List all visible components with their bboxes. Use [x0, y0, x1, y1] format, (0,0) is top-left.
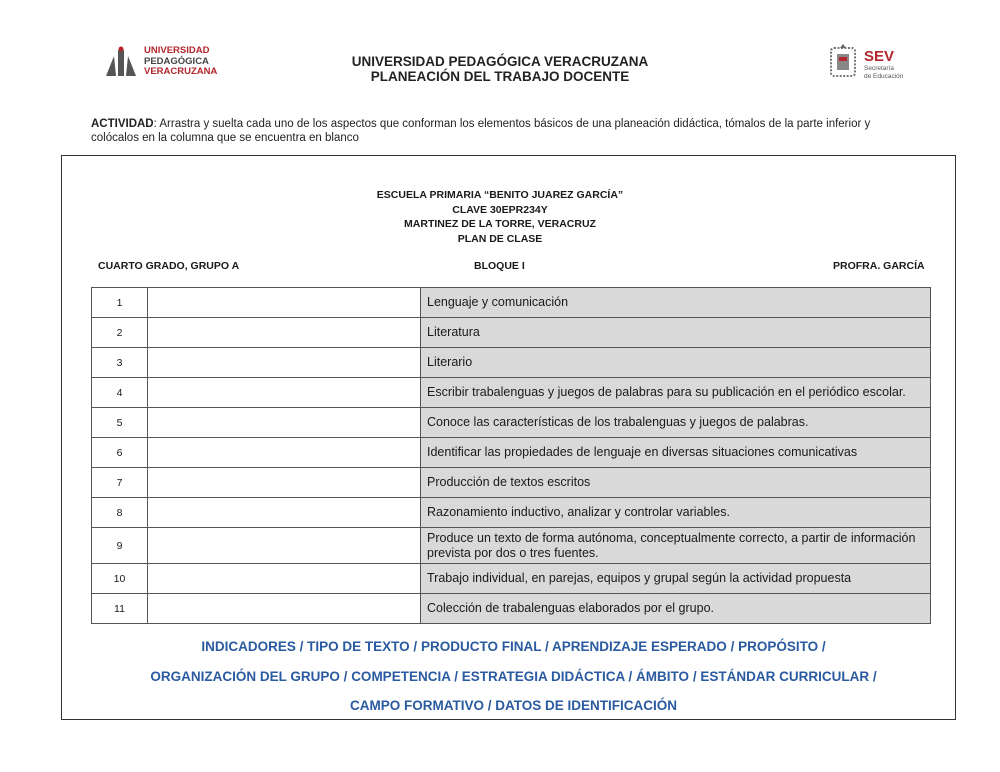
- row-content: Identificar las propiedades de lenguaje en diversas situaciones comunicativas: [421, 438, 931, 468]
- school-header: [250, 188, 750, 246]
- row-content: Razonamiento inductivo, analizar y controlar variables.: [421, 498, 931, 528]
- table-row: [92, 408, 931, 438]
- title-line-1: UNIVERSIDAD PEDAGÓGICA VERACRUZANA: [351, 54, 649, 69]
- options-line-1: [91, 632, 936, 662]
- grade-group: CUARTO GRADO, GRUPO A: [98, 260, 240, 272]
- option-producto-final[interactable]: PRODUCTO FINAL: [420, 639, 542, 654]
- option-campo-formativo[interactable]: CAMPO FORMATIVO: [349, 698, 484, 713]
- row-number: 6: [92, 438, 148, 468]
- row-number: 2: [92, 318, 148, 348]
- drop-target-cell[interactable]: [148, 438, 421, 468]
- table-row: [92, 378, 931, 408]
- separator: /: [544, 639, 549, 654]
- separator: /: [872, 668, 877, 684]
- sev-sub-line: Secretaría: [864, 65, 894, 72]
- option-indicadores[interactable]: INDICADORES: [201, 639, 296, 654]
- state-seal-icon: [828, 44, 858, 80]
- table-row: [92, 468, 931, 498]
- option-tipo-de-texto[interactable]: TIPO DE TEXTO: [307, 639, 410, 654]
- uv-logo: [104, 44, 218, 80]
- drop-target-cell[interactable]: [148, 498, 421, 528]
- table-row: [92, 528, 931, 564]
- draggable-options: [91, 632, 936, 721]
- row-number: 3: [92, 348, 148, 378]
- row-number: 1: [92, 288, 148, 318]
- separator: /: [487, 698, 492, 713]
- drop-target-cell[interactable]: [148, 528, 421, 564]
- school-code: CLAVE 30EPR234Y: [452, 203, 548, 216]
- row-content: Producción de textos escritos: [421, 468, 931, 498]
- uv-logo-line: UNIVERSIDAD: [144, 45, 210, 56]
- drop-target-cell[interactable]: [148, 378, 421, 408]
- row-content: Conoce las características de los trabalenguas y juegos de palabras.: [421, 408, 931, 438]
- option-proposito[interactable]: PROPÓSITO: [738, 639, 819, 654]
- sev-logo: [828, 44, 918, 82]
- sev-subtitle: [864, 65, 903, 80]
- drop-target-cell[interactable]: [148, 468, 421, 498]
- table-row: [92, 594, 931, 624]
- option-competencia[interactable]: COMPETENCIA: [351, 668, 451, 684]
- row-number: 8: [92, 498, 148, 528]
- uv-logo-text: [144, 46, 217, 78]
- separator: /: [454, 668, 458, 684]
- option-organizacion-del-grupo[interactable]: ORGANIZACIÓN DEL GRUPO: [150, 668, 340, 684]
- drop-target-cell[interactable]: [148, 408, 421, 438]
- separator: /: [343, 668, 348, 684]
- drop-target-cell[interactable]: [148, 348, 421, 378]
- drop-target-cell[interactable]: [148, 594, 421, 624]
- teacher-name: PROFRA. GARCÍA: [833, 260, 925, 272]
- drop-target-cell[interactable]: [148, 564, 421, 594]
- plan-table: [91, 287, 931, 624]
- row-number: 7: [92, 468, 148, 498]
- uv-logo-line: VERACRUZANA: [144, 66, 218, 77]
- separator: /: [299, 639, 304, 654]
- sev-wordmark: SEV: [864, 48, 895, 65]
- plan-label: PLAN DE CLASE: [457, 232, 543, 245]
- table-row: [92, 288, 931, 318]
- row-content: Literario: [421, 348, 931, 378]
- option-aprendizaje-esperado[interactable]: APRENDIZAJE ESPERADO: [552, 639, 727, 654]
- separator: /: [730, 639, 735, 654]
- school-name: ESCUELA PRIMARIA “BENITO JUAREZ GARCÍA”: [376, 189, 624, 201]
- option-estrategia-didactica[interactable]: ESTRATEGIA DIDÁCTICA: [461, 668, 625, 684]
- option-datos-de-identificacion[interactable]: DATOS DE IDENTIFICACIÓN: [495, 698, 678, 713]
- title-line-2: PLANEACIÓN DEL TRABAJO DOCENTE: [370, 69, 630, 84]
- row-number: 9: [92, 528, 148, 564]
- drop-target-cell[interactable]: [148, 288, 421, 318]
- separator: /: [413, 639, 418, 654]
- activity-label: ACTIVIDAD: [91, 118, 154, 130]
- options-line-3: [91, 691, 936, 721]
- row-number: 4: [92, 378, 148, 408]
- sev-sub-line: de Educación: [864, 72, 904, 80]
- row-number: 5: [92, 408, 148, 438]
- block-label: BLOQUE I: [474, 260, 525, 272]
- option-ambito[interactable]: ÁMBITO: [636, 668, 690, 684]
- row-content: Produce un texto de forma autónoma, conceptualmente correcto, a partir de información prevista por dos o tres fuentes.: [421, 528, 931, 564]
- row-content: Trabajo individual, en parejas, equipos y grupal según la actividad propuesta: [421, 564, 931, 594]
- row-content: Lenguaje y comunicación: [421, 288, 931, 318]
- uv-emblem-icon: [104, 46, 138, 78]
- separator: /: [692, 668, 697, 684]
- school-location: MARTINEZ DE LA TORRE, VERACRUZ: [404, 218, 596, 230]
- page-title: [250, 54, 750, 84]
- row-number: 10: [92, 564, 148, 594]
- table-row: [92, 438, 931, 468]
- drop-target-cell[interactable]: [148, 318, 421, 348]
- activity-text: : Arrastra y suelta cada uno de los aspectos que conforman los elementos básicos de una planeación didáctica, tómalos de la parte inferior y colócalos en la columna que se encuentra en blanco: [91, 118, 871, 144]
- table-row: [92, 564, 931, 594]
- separator: /: [821, 639, 826, 654]
- row-content: Colección de trabalenguas elaborados por el grupo.: [421, 594, 931, 624]
- options-line-2: [91, 662, 936, 692]
- row-content: Literatura: [421, 318, 931, 348]
- table-row: [92, 318, 931, 348]
- table-row: [92, 498, 931, 528]
- row-number: 11: [92, 594, 148, 624]
- activity-instructions: [91, 117, 891, 145]
- table-row: [92, 348, 931, 378]
- uv-logo-line: PEDAGÓGICA: [144, 55, 209, 67]
- option-estandar-curricular[interactable]: ESTÁNDAR CURRICULAR: [700, 668, 870, 684]
- row-content: Escribir trabalenguas y juegos de palabras para su publicación en el periódico escolar.: [421, 378, 931, 408]
- separator: /: [628, 668, 633, 684]
